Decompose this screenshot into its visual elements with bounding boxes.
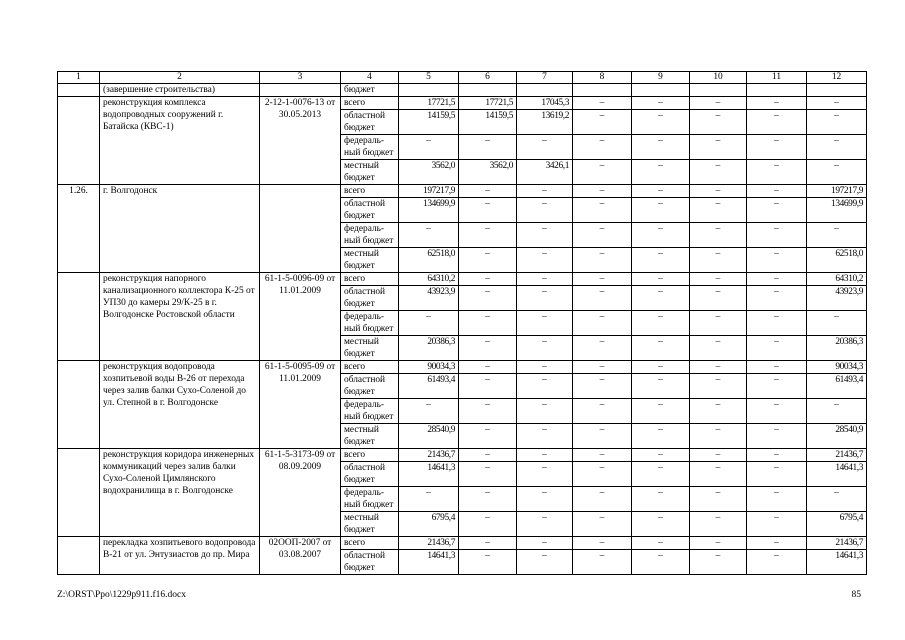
value-cell: –	[632, 550, 690, 575]
value-cell: –	[459, 286, 517, 311]
value-cell: 28540,9	[399, 424, 459, 449]
value-cell: –	[747, 336, 807, 361]
value-cell: –	[632, 185, 690, 198]
item-number-cell	[58, 273, 100, 361]
value-cell: –	[573, 185, 632, 198]
source-cell: всего	[341, 361, 399, 374]
value-cell: –	[690, 286, 747, 311]
value-cell	[459, 84, 517, 97]
value-cell: –	[573, 110, 632, 135]
value-cell: –	[807, 399, 867, 424]
value-cell: –	[632, 311, 690, 336]
page-number: 85	[851, 590, 861, 600]
value-cell: –	[459, 198, 517, 223]
value-cell: –	[690, 311, 747, 336]
value-cell: 17721,5	[399, 97, 459, 110]
value-cell: 3562,0	[459, 160, 517, 185]
value-cell: –	[517, 198, 573, 223]
object-name-cell: реконструкция коридора инженерных коммуникаций через залив балки Сухо-Соленой Цимлянского водохранилища в г. Волгодонске	[100, 449, 260, 537]
value-cell: –	[459, 399, 517, 424]
value-cell: 14159,5	[459, 110, 517, 135]
value-cell: –	[632, 361, 690, 374]
value-cell: –	[459, 487, 517, 512]
source-cell: местный бюджет	[341, 512, 399, 537]
value-cell: –	[632, 374, 690, 399]
value-cell: 6795,4	[399, 512, 459, 537]
value-cell: –	[517, 185, 573, 198]
value-cell	[573, 84, 632, 97]
value-cell: –	[517, 135, 573, 160]
value-cell: –	[807, 223, 867, 248]
value-cell: 43923,9	[807, 286, 867, 311]
source-cell: всего	[341, 449, 399, 462]
budget-table	[57, 71, 867, 575]
object-name-cell: перекладка хозпитьевого водопровода В-21 от ул. Энтузиастов до пр. Мира	[100, 537, 260, 575]
item-number-cell	[58, 97, 100, 185]
document-cell: 61-1-5-0095-09 от 11.01.2009	[260, 361, 341, 449]
col-header: 3	[260, 72, 341, 84]
value-cell: –	[573, 273, 632, 286]
value-cell: –	[573, 286, 632, 311]
value-cell: 17045,3	[517, 97, 573, 110]
value-cell: 197217,9	[807, 185, 867, 198]
item-number-cell	[58, 361, 100, 449]
source-cell: всего	[341, 185, 399, 198]
value-cell: –	[459, 223, 517, 248]
value-cell	[632, 84, 690, 97]
value-cell: –	[517, 550, 573, 575]
value-cell: 61493,4	[399, 374, 459, 399]
value-cell: 14641,3	[399, 462, 459, 487]
value-cell	[517, 84, 573, 97]
value-cell: –	[632, 273, 690, 286]
value-cell: –	[632, 97, 690, 110]
value-cell: –	[573, 449, 632, 462]
value-cell: –	[632, 286, 690, 311]
value-cell: –	[573, 135, 632, 160]
value-cell: –	[573, 424, 632, 449]
source-cell: всего	[341, 273, 399, 286]
col-header: 12	[807, 72, 867, 84]
source-cell: бюджет	[341, 84, 399, 97]
table-row	[58, 185, 867, 198]
value-cell: –	[690, 399, 747, 424]
value-cell: –	[632, 336, 690, 361]
value-cell: –	[632, 512, 690, 537]
value-cell: –	[459, 311, 517, 336]
value-cell: –	[690, 248, 747, 273]
value-cell: –	[573, 537, 632, 550]
value-cell: –	[573, 399, 632, 424]
source-cell: всего	[341, 97, 399, 110]
value-cell: 17721,5	[459, 97, 517, 110]
value-cell: –	[690, 449, 747, 462]
value-cell: –	[517, 223, 573, 248]
value-cell: –	[632, 135, 690, 160]
document-cell: 61-1-5-0096-09 от 11.01.2009	[260, 273, 341, 361]
table-row	[58, 449, 867, 462]
value-cell: 13619,2	[517, 110, 573, 135]
item-number-cell	[58, 537, 100, 575]
value-cell: –	[690, 550, 747, 575]
value-cell: –	[690, 223, 747, 248]
value-cell: –	[573, 462, 632, 487]
value-cell: –	[747, 361, 807, 374]
value-cell: –	[747, 399, 807, 424]
value-cell: 14641,3	[807, 462, 867, 487]
value-cell: –	[690, 512, 747, 537]
value-cell: –	[517, 286, 573, 311]
value-cell: –	[517, 512, 573, 537]
value-cell: 20386,3	[807, 336, 867, 361]
col-header: 11	[747, 72, 807, 84]
value-cell: 3562,0	[399, 160, 459, 185]
object-name-cell: реконструкция напорного канализационного коллектора К-25 от УП30 до камеры 29/К-25 в г. Волгодонске Ростовской области	[100, 273, 260, 361]
header-row	[58, 72, 867, 84]
value-cell: –	[459, 424, 517, 449]
value-cell: –	[459, 374, 517, 399]
value-cell: –	[517, 273, 573, 286]
value-cell: –	[747, 135, 807, 160]
item-number-cell: 1.26.	[58, 185, 100, 273]
value-cell: –	[690, 374, 747, 399]
value-cell: –	[573, 487, 632, 512]
value-cell: –	[459, 462, 517, 487]
value-cell: –	[632, 487, 690, 512]
value-cell: 90034,3	[399, 361, 459, 374]
value-cell: –	[459, 537, 517, 550]
value-cell: –	[690, 110, 747, 135]
value-cell: –	[573, 550, 632, 575]
value-cell: –	[573, 223, 632, 248]
table-row	[58, 537, 867, 550]
value-cell: –	[573, 97, 632, 110]
footer-file-path: Z:\ORST\Ppo\1229p911.f16.docx	[57, 590, 186, 600]
value-cell	[807, 84, 867, 97]
value-cell: 6795,4	[807, 512, 867, 537]
value-cell: –	[690, 273, 747, 286]
value-cell: –	[573, 160, 632, 185]
source-cell: федераль-ный бюджет	[341, 487, 399, 512]
value-cell: –	[747, 487, 807, 512]
table-row	[58, 273, 867, 286]
value-cell: 14641,3	[399, 550, 459, 575]
item-number-cell	[58, 84, 100, 97]
value-cell: –	[459, 550, 517, 575]
value-cell: –	[807, 311, 867, 336]
source-cell: областной бюджет	[341, 550, 399, 575]
table-row	[58, 84, 867, 97]
value-cell: 64310,2	[399, 273, 459, 286]
value-cell: 62518,0	[399, 248, 459, 273]
source-cell: федераль-ный бюджет	[341, 399, 399, 424]
value-cell: –	[632, 198, 690, 223]
col-header: 8	[573, 72, 632, 84]
value-cell: –	[573, 361, 632, 374]
object-name-cell: реконструкция водопровода хозпитьевой воды В-26 от перехода через залив балки Сухо-Соленой до ул. Степной в г. Волгодонске	[100, 361, 260, 449]
col-header: 10	[690, 72, 747, 84]
value-cell	[747, 84, 807, 97]
source-cell: всего	[341, 537, 399, 550]
value-cell: –	[517, 424, 573, 449]
value-cell: –	[632, 449, 690, 462]
value-cell: –	[690, 487, 747, 512]
value-cell: 21436,7	[399, 449, 459, 462]
value-cell: –	[632, 160, 690, 185]
value-cell	[399, 84, 459, 97]
source-cell: федераль-ный бюджет	[341, 135, 399, 160]
value-cell: –	[459, 273, 517, 286]
value-cell: –	[517, 537, 573, 550]
value-cell: –	[517, 361, 573, 374]
value-cell: –	[517, 374, 573, 399]
value-cell: –	[573, 512, 632, 537]
source-cell: местный бюджет	[341, 160, 399, 185]
value-cell: –	[747, 160, 807, 185]
value-cell: –	[747, 248, 807, 273]
value-cell: 21436,7	[807, 449, 867, 462]
value-cell: –	[747, 273, 807, 286]
source-cell: областной бюджет	[341, 462, 399, 487]
value-cell: –	[517, 336, 573, 361]
object-name-cell: (завершение строительства)	[100, 84, 260, 97]
value-cell: –	[517, 248, 573, 273]
value-cell: 28540,9	[807, 424, 867, 449]
value-cell: –	[632, 110, 690, 135]
value-cell: –	[747, 223, 807, 248]
value-cell: –	[690, 361, 747, 374]
value-cell: –	[690, 185, 747, 198]
value-cell: –	[747, 185, 807, 198]
value-cell: –	[807, 135, 867, 160]
value-cell: –	[573, 336, 632, 361]
value-cell: 14641,3	[807, 550, 867, 575]
document-cell	[260, 185, 341, 273]
value-cell: –	[690, 135, 747, 160]
col-header: 1	[58, 72, 100, 84]
value-cell: –	[517, 399, 573, 424]
value-cell: –	[459, 336, 517, 361]
value-cell: –	[517, 311, 573, 336]
source-cell: местный бюджет	[341, 336, 399, 361]
value-cell: –	[690, 537, 747, 550]
value-cell: 3426,1	[517, 160, 573, 185]
value-cell: –	[690, 336, 747, 361]
value-cell: –	[459, 512, 517, 537]
value-cell: –	[632, 248, 690, 273]
value-cell: –	[459, 248, 517, 273]
value-cell: –	[573, 248, 632, 273]
value-cell: 20386,3	[399, 336, 459, 361]
value-cell: –	[747, 374, 807, 399]
value-cell: –	[399, 399, 459, 424]
value-cell: –	[807, 160, 867, 185]
value-cell: 21436,7	[807, 537, 867, 550]
value-cell: –	[747, 512, 807, 537]
value-cell: –	[747, 311, 807, 336]
value-cell: –	[399, 135, 459, 160]
value-cell: 43923,9	[399, 286, 459, 311]
col-header: 9	[632, 72, 690, 84]
value-cell: –	[459, 449, 517, 462]
value-cell: –	[690, 160, 747, 185]
source-cell: областной бюджет	[341, 110, 399, 135]
col-header: 7	[517, 72, 573, 84]
value-cell: –	[690, 424, 747, 449]
value-cell: 14159,5	[399, 110, 459, 135]
value-cell	[690, 84, 747, 97]
value-cell: –	[573, 198, 632, 223]
value-cell: –	[807, 487, 867, 512]
item-number-cell	[58, 449, 100, 537]
value-cell: –	[690, 462, 747, 487]
source-cell: областной бюджет	[341, 198, 399, 223]
value-cell: –	[807, 97, 867, 110]
value-cell: –	[690, 97, 747, 110]
col-header: 4	[341, 72, 399, 84]
value-cell: 62518,0	[807, 248, 867, 273]
value-cell: –	[747, 449, 807, 462]
value-cell: –	[747, 198, 807, 223]
table-row	[58, 361, 867, 374]
value-cell: –	[573, 311, 632, 336]
value-cell: –	[632, 537, 690, 550]
value-cell: 61493,4	[807, 374, 867, 399]
value-cell: –	[517, 449, 573, 462]
source-cell: областной бюджет	[341, 374, 399, 399]
col-header: 6	[459, 72, 517, 84]
source-cell: областной бюджет	[341, 286, 399, 311]
object-name-cell: реконструкция комплекса водопроводных сооружений г. Батайска (КВС-1)	[100, 97, 260, 185]
value-cell: 64310,2	[807, 273, 867, 286]
value-cell: –	[632, 399, 690, 424]
value-cell: –	[459, 361, 517, 374]
document-cell: 2-12-1-0076-13 от 30.05.2013	[260, 97, 341, 185]
document-cell: 02ООП-2007 от 03.08.2007	[260, 537, 341, 575]
value-cell: 134699,9	[399, 198, 459, 223]
value-cell: –	[747, 286, 807, 311]
value-cell: 134699,9	[807, 198, 867, 223]
source-cell: местный бюджет	[341, 424, 399, 449]
value-cell: –	[807, 110, 867, 135]
object-name-cell: г. Волгодонск	[100, 185, 260, 273]
value-cell: –	[632, 462, 690, 487]
value-cell: –	[399, 223, 459, 248]
document-cell: 61-1-5-3173-09 от 08.09.2009	[260, 449, 341, 537]
value-cell: –	[747, 110, 807, 135]
value-cell: 197217,9	[399, 185, 459, 198]
value-cell: –	[747, 97, 807, 110]
value-cell: –	[459, 185, 517, 198]
value-cell: –	[747, 424, 807, 449]
value-cell: –	[690, 198, 747, 223]
value-cell: 21436,7	[399, 537, 459, 550]
value-cell: –	[399, 311, 459, 336]
col-header: 2	[100, 72, 260, 84]
source-cell: федераль-ный бюджет	[341, 223, 399, 248]
value-cell: –	[517, 487, 573, 512]
col-header: 5	[399, 72, 459, 84]
value-cell: –	[632, 424, 690, 449]
value-cell: –	[632, 223, 690, 248]
value-cell: –	[747, 550, 807, 575]
value-cell: –	[459, 135, 517, 160]
value-cell: 90034,3	[807, 361, 867, 374]
value-cell: –	[747, 537, 807, 550]
value-cell: –	[573, 374, 632, 399]
table-row	[58, 97, 867, 110]
value-cell: –	[747, 462, 807, 487]
value-cell: –	[517, 462, 573, 487]
document-cell	[260, 84, 341, 97]
value-cell: –	[399, 487, 459, 512]
source-cell: федераль-ный бюджет	[341, 311, 399, 336]
source-cell: местный бюджет	[341, 248, 399, 273]
